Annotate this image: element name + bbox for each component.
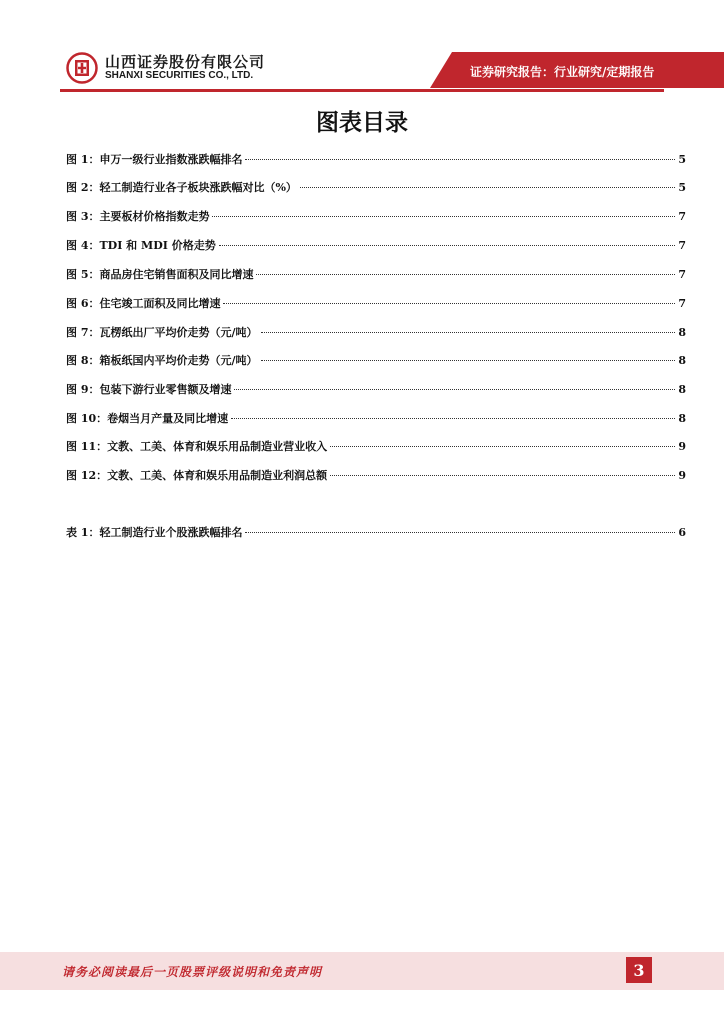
toc-leader-dots: [223, 303, 675, 304]
toc-entry-figure-1[interactable]: [66, 151, 686, 169]
page-header: [0, 0, 724, 92]
company-name-en: SHANXI SECURITIES CO., LTD.: [105, 70, 254, 81]
toc-entry-label: 图 3：主要板材价格指数走势: [66, 210, 210, 223]
toc-entry-page: 8: [678, 326, 686, 339]
toc-entry-page: 9: [678, 469, 686, 482]
toc-entry-figure-7[interactable]: [66, 324, 686, 342]
page-number-badge: 3: [626, 957, 652, 983]
toc-leader-dots: [231, 418, 675, 419]
toc-leader-dots: [256, 274, 675, 275]
toc-entry-table-1[interactable]: [66, 524, 686, 542]
toc-entry-label: 图 8：箱板纸国内平均价走势（元/吨）: [66, 354, 258, 367]
page-title: 图表目录: [316, 109, 408, 136]
company-name-cn: 山西证券股份有限公司: [105, 53, 266, 71]
toc-entry-label: 图 7：瓦楞纸出厂平均价走势（元/吨）: [66, 326, 258, 339]
toc-leader-dots: [245, 532, 675, 533]
toc-entry-page: 7: [678, 297, 686, 310]
toc-entry-figure-11[interactable]: [66, 438, 686, 456]
report-type-label: 证券研究报告：行业研究/定期报告: [470, 65, 655, 79]
toc-leader-dots: [330, 446, 675, 447]
toc-entry-page: 8: [678, 354, 686, 367]
toc-entry-figure-2[interactable]: [66, 179, 686, 197]
toc-entry-page: 8: [678, 412, 686, 425]
toc-entry-page: 7: [678, 268, 686, 281]
toc-entry-page: 6: [678, 526, 686, 539]
toc-entry-label: 图 1：申万一级行业指数涨跌幅排名: [66, 153, 243, 166]
toc-entry-figure-8[interactable]: [66, 352, 686, 370]
toc-entry-figure-9[interactable]: [66, 381, 686, 399]
toc-entry-figure-5[interactable]: [66, 266, 686, 284]
toc-leader-dots: [245, 159, 675, 160]
toc-entry-page: 5: [678, 153, 686, 166]
toc-entry-figure-6[interactable]: [66, 295, 686, 313]
toc-entry-figure-4[interactable]: [66, 237, 686, 255]
toc-entry-page: 7: [678, 239, 686, 252]
toc-leader-dots: [212, 216, 675, 217]
toc-entry-label: 图 12：文教、工美、体育和娱乐用品制造业利润总额: [66, 469, 328, 482]
toc-entry-label: 图 6：住宅竣工面积及同比增速: [66, 297, 221, 310]
toc-leader-dots: [219, 245, 676, 246]
shanxi-securities-logo-icon: [66, 52, 98, 84]
toc-entry-page: 9: [678, 440, 686, 453]
toc-entry-label: 图 9：包装下游行业零售额及增速: [66, 383, 232, 396]
toc-entry-figure-10[interactable]: [66, 410, 686, 428]
header-divider: [60, 89, 664, 92]
toc-entry-label: 图 10：卷烟当月产量及同比增速: [66, 412, 229, 425]
toc-entry-page: 5: [678, 181, 686, 194]
toc-leader-dots: [330, 475, 675, 476]
toc-leader-dots: [234, 389, 675, 390]
toc-entry-figure-12[interactable]: [66, 467, 686, 485]
toc-entry-page: 8: [678, 383, 686, 396]
toc-entry-page: 7: [678, 210, 686, 223]
toc-entry-label: 表 1：轻工制造行业个股涨跌幅排名: [66, 526, 243, 539]
toc-leader-dots: [261, 360, 676, 361]
toc-leader-dots: [300, 187, 675, 188]
toc-entry-label: 图 5：商品房住宅销售面积及同比增速: [66, 268, 254, 281]
toc-entry-label: 图 4：TDI 和 MDI 价格走势: [66, 239, 216, 252]
toc-entry-label: 图 2：轻工制造行业各子板块涨跌幅对比（%）: [66, 181, 297, 194]
toc-leader-dots: [261, 332, 676, 333]
footer-disclaimer: 请务必阅读最后一页股票评级说明和免责声明: [62, 965, 323, 979]
toc-entry-figure-3[interactable]: [66, 208, 686, 226]
toc-entry-label: 图 11：文教、工美、体育和娱乐用品制造业营业收入: [66, 440, 328, 453]
